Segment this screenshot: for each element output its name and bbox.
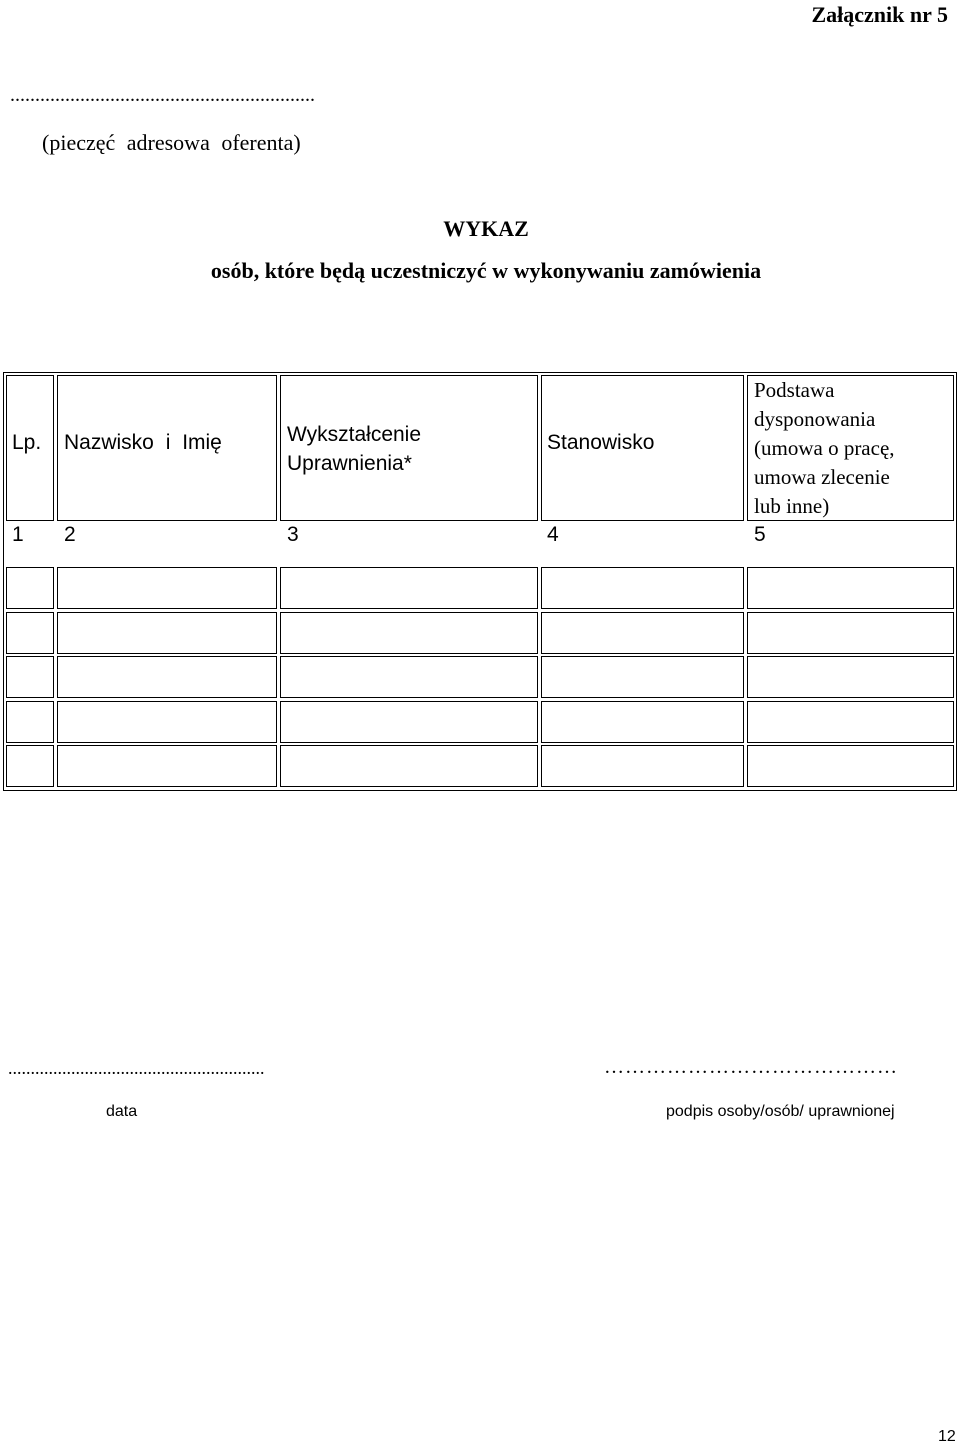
document-subtitle: osób, które będą uczestniczyć w wykonywaniu zamówienia [210,258,762,283]
date-dots: ......................................................... [8,1058,265,1078]
table-cell [6,612,54,654]
date-label: data [106,1103,138,1120]
header-name: Nazwisko i Imię [64,431,222,454]
table-cell [280,701,538,743]
column-number-5: 5 [754,523,766,546]
table-cell [6,567,54,609]
table-cell [6,701,54,743]
header-basis-line3: (umowa o pracę, [754,436,895,460]
column-number-3: 3 [287,523,299,546]
table-cell [541,701,744,743]
table-cell [747,745,954,787]
column-number-2: 2 [64,523,76,546]
table-cell [747,567,954,609]
column-number-4: 4 [547,523,559,546]
page-number: 12 [938,1428,956,1445]
header-basis-line5: lub inne) [754,494,830,518]
table-cell [280,656,538,698]
table-cell [6,656,54,698]
table-cell [6,745,54,787]
table-cell [280,612,538,654]
signature-dots: …………………………………… [604,1056,898,1078]
table-cell [541,656,744,698]
header-basis-line1: Podstawa [754,378,835,402]
table-cell [57,745,277,787]
stamp-dots: ............................................................. [10,84,315,106]
table-cell [280,745,538,787]
table-cell [57,567,277,609]
signature-label: podpis osoby/osób/ uprawnionej [666,1103,895,1120]
table-cell [747,701,954,743]
header-education-line1: Wykształcenie [287,423,422,446]
header-basis-line2: dysponowania [754,407,876,431]
header-education-line2: Uprawnienia* [287,452,412,475]
table-cell [541,745,744,787]
table-cell [280,567,538,609]
table-cell [747,612,954,654]
table-cell [541,612,744,654]
table-cell [57,612,277,654]
stamp-label: (pieczęć adresowa oferenta) [42,130,301,155]
header-basis-line4: umowa zlecenie [754,465,890,489]
table-cell [57,701,277,743]
column-number-1: 1 [12,523,24,546]
table-cell [747,656,954,698]
header-position: Stanowisko [547,431,655,454]
document-title: WYKAZ [443,216,529,241]
header-lp: Lp. [12,431,42,454]
attachment-label: Załącznik nr 5 [811,2,948,27]
table-cell [541,567,744,609]
table-cell [57,656,277,698]
